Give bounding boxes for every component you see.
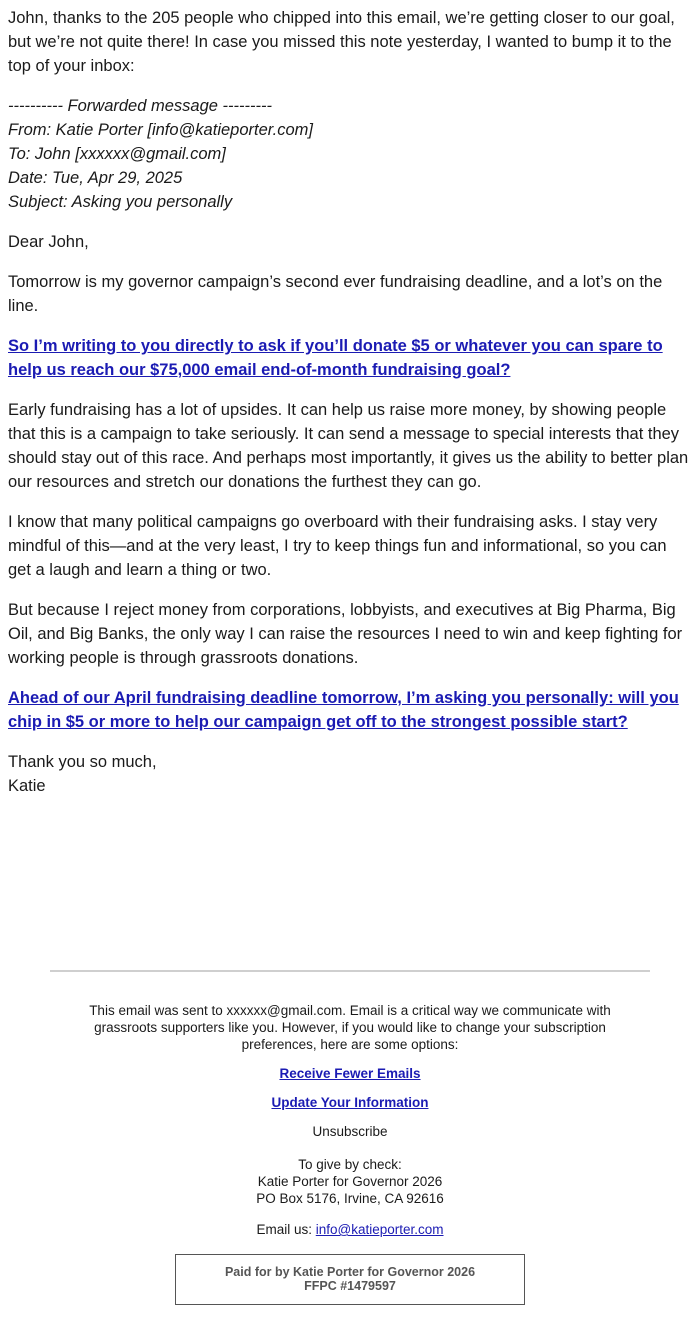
paid-for-disclaimer [175, 1254, 525, 1305]
cta-donate-wrap [8, 334, 692, 382]
forwarded-from: From: Katie Porter [info@katieporter.com] [8, 121, 313, 139]
forwarded-divider: ---------- Forwarded message --------- [8, 97, 272, 115]
check-heading: To give by check: [298, 1157, 402, 1172]
email-us-line [50, 1221, 650, 1238]
receive-fewer-emails-link[interactable]: Receive Fewer Emails [279, 1066, 421, 1081]
fewer-emails-line [50, 1065, 650, 1082]
check-address-block [50, 1156, 650, 1207]
paragraph-grassroots: But because I reject money from corporations, lobbyists, and executives at Big Pharma, Big Oil, and Big Banks, the only way I can raise the resources I need to win and keep fighting for working people is through grassroots donations. [8, 601, 683, 667]
spacer [0, 798, 700, 970]
paragraph-early-fundraising: Early fundraising has a lot of upsides. It can help us raise more money, by showing people that this is a campaign to take seriously. It can send a message to special interests that they should stay out of this race. And perhaps most importantly, it gives us the ability to better plan our resources and stretch our donations the furthest they can go. [8, 401, 689, 491]
update-your-information-link[interactable]: Update Your Information [271, 1095, 429, 1110]
greeting: Dear John, [8, 233, 89, 251]
forwarded-to: To: John [xxxxxx@gmail.com] [8, 145, 226, 163]
forwarded-subject: Subject: Asking you personally [8, 193, 233, 211]
forwarded-header [8, 94, 692, 214]
paid-for-text: Paid for by Katie Porter for Governor 2026 [224, 1265, 476, 1279]
check-payee: Katie Porter for Governor 2026 [257, 1174, 443, 1189]
donate-link-secondary[interactable]: Ahead of our April fundraising deadline tomorrow, I’m asking you personally: will you chip in $5 or more to help our campaign get off to the strongest possible start? [8, 689, 679, 731]
donate-link-primary[interactable]: So I’m writing to you directly to ask if you’ll donate $5 or whatever you can spare to help us reach our $75,000 email end-of-month fundraising goal? [8, 337, 663, 379]
check-address: PO Box 5176, Irvine, CA 92616 [256, 1191, 444, 1206]
unsubscribe-link[interactable]: Unsubscribe [312, 1124, 388, 1139]
email-footer [50, 970, 650, 1305]
email-us-label: Email us: [256, 1222, 316, 1237]
forwarded-date: Date: Tue, Apr 29, 2025 [8, 169, 183, 187]
update-info-line [50, 1094, 650, 1111]
cta-chip-in-wrap [8, 686, 692, 734]
signature: Katie [8, 777, 46, 795]
subscription-notice: This email was sent to xxxxxx@gmail.com. Email is a critical way we communicate with grassroots supporters like you. However, if you would like to change your subscription preferences, here are some options: [89, 1003, 611, 1052]
signoff [8, 750, 692, 798]
ffpc-number: FFPC #1479597 [304, 1279, 396, 1293]
closing: Thank you so much, [8, 753, 157, 771]
paragraph-fundraising-asks: I know that many political campaigns go overboard with their fundraising asks. I stay very mindful of this—and at the very least, I try to keep things fun and informational, so you can get a laugh and learn a thing or two. [8, 513, 667, 579]
intro-paragraph: John, thanks to the 205 people who chipped into this email, we’re getting closer to our goal, but we’re not quite there! In case you missed this note yesterday, I wanted to bump it to the top of your inbox: [8, 9, 675, 75]
contact-email-link[interactable]: info@katieporter.com [315, 1222, 444, 1237]
paragraph-deadline: Tomorrow is my governor campaign’s second ever fundraising deadline, and a lot’s on the line. [8, 273, 663, 315]
